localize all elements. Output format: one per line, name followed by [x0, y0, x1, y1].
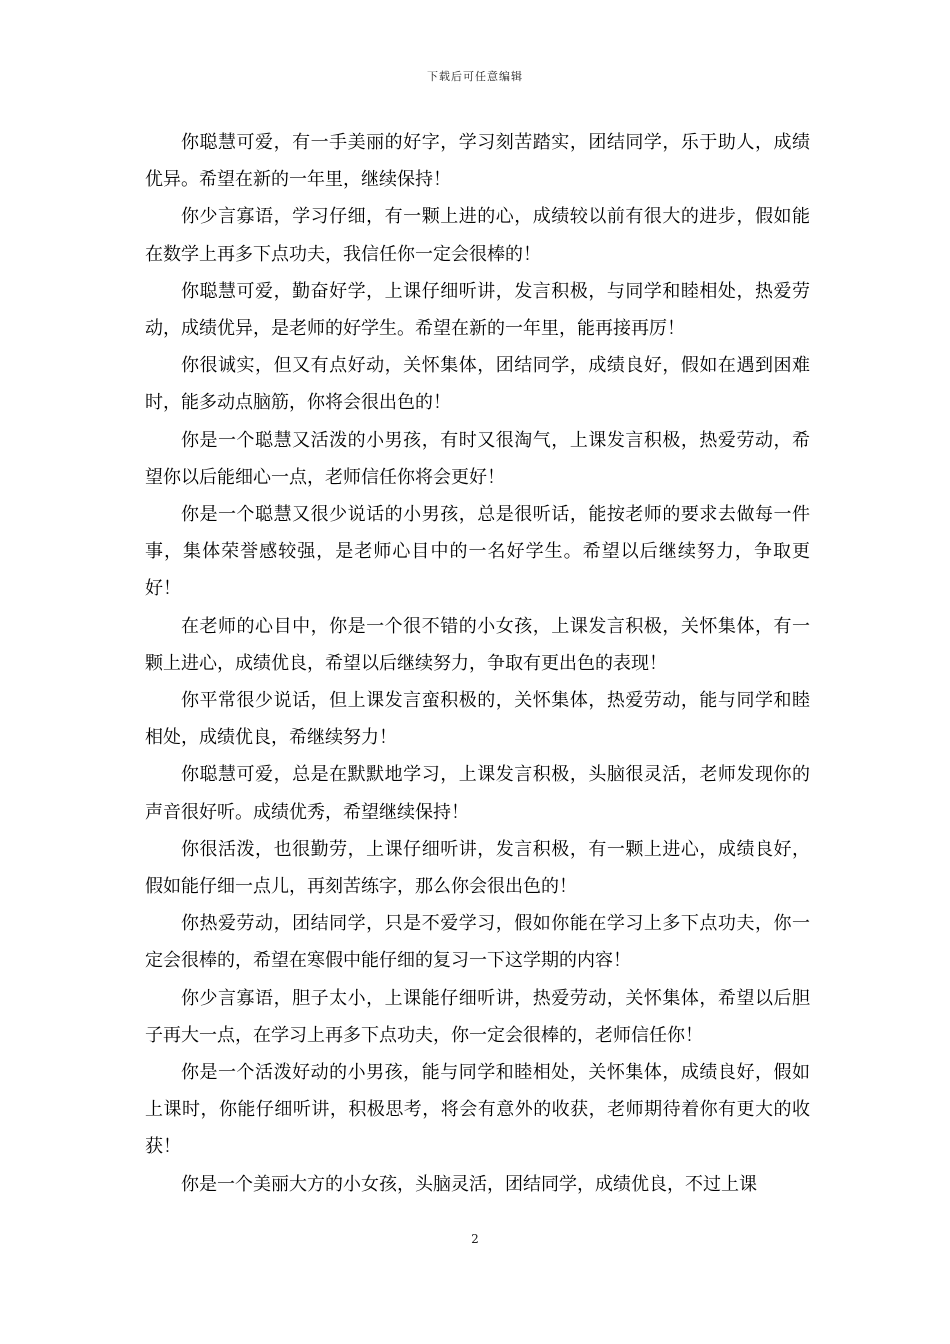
page-number: 2 [471, 1232, 479, 1246]
comment-paragraph: 你聪慧可爱，勤奋好学，上课仔细听讲，发言积极，与同学和睦相处，热爱劳动，成绩优异，是老师的好学生。希望在新的一年里，能再接再厉！ [145, 280, 810, 340]
comment-paragraph: 你是一个美丽大方的小女孩，头脑灵活，团结同学，成绩优良，不过上课 [181, 1173, 757, 1195]
comment-paragraph: 你是一个活泼好动的小男孩，能与同学和睦相处，关怀集体，成绩良好，假如上课时，你能仔细听讲，积极思考，将会有意外的收获，老师期待着你有更大的收获！ [145, 1062, 810, 1158]
page-header: 下载后可任意编辑 [427, 70, 523, 83]
comment-paragraph: 你是一个聪慧又很少说话的小男孩，总是很听话，能按老师的要求去做每一件事，集体荣誉感较强，是老师心目中的一名好学生。希望以后继续努力，争取更好！ [145, 504, 810, 600]
comment-paragraph: 你聪慧可爱，总是在默默地学习，上课发言积极，头脑很灵活，老师发现你的声音很好听。成绩优秀，希望继续保持！ [145, 764, 810, 823]
comment-paragraph: 你平常很少说话，但上课发言蛮积极的，关怀集体，热爱劳动，能与同学和睦相处，成绩优良，希继续努力！ [145, 690, 810, 749]
comment-paragraph: 你很诚实，但又有点好动，关怀集体，团结同学，成绩良好，假如在遇到困难时，能多动点脑筋，你将会很出色的！ [145, 355, 810, 414]
comment-paragraph: 你很活泼，也很勤劳，上课仔细听讲，发言积极，有一颗上进心，成绩良好，假如能仔细一点儿，再刻苦练字，那么你会很出色的！ [145, 838, 810, 898]
comment-paragraph: 你是一个聪慧又活泼的小男孩，有时又很淘气，上课发言积极，热爱劳动，希望你以后能细心一点，老师信任你将会更好！ [145, 429, 810, 488]
comment-paragraph: 你聪慧可爱，有一手美丽的好字，学习刻苦踏实，团结同学，乐于助人，成绩优异。希望在新的一年里，继续保持！ [145, 132, 810, 191]
comment-paragraph: 在老师的心目中，你是一个很不错的小女孩，上课发言积极，关怀集体，有一颗上进心，成绩优良，希望以后继续努力，争取有更出色的表现！ [145, 615, 810, 674]
comment-paragraph: 你热爱劳动，团结同学，只是不爱学习，假如你能在学习上多下点功夫，你一定会很棒的，希望在寒假中能仔细的复习一下这学期的内容！ [145, 913, 810, 972]
comment-paragraph: 你少言寡语，学习仔细，有一颗上进的心，成绩较以前有很大的进步，假如能在数学上再多下点功夫，我信任你一定会很棒的！ [145, 206, 810, 265]
document-body [145, 124, 810, 1203]
comment-paragraph: 你少言寡语，胆子太小，上课能仔细听讲，热爱劳动，关怀集体，希望以后胆子再大一点，在学习上再多下点功夫，你一定会很棒的，老师信任你！ [145, 987, 810, 1046]
